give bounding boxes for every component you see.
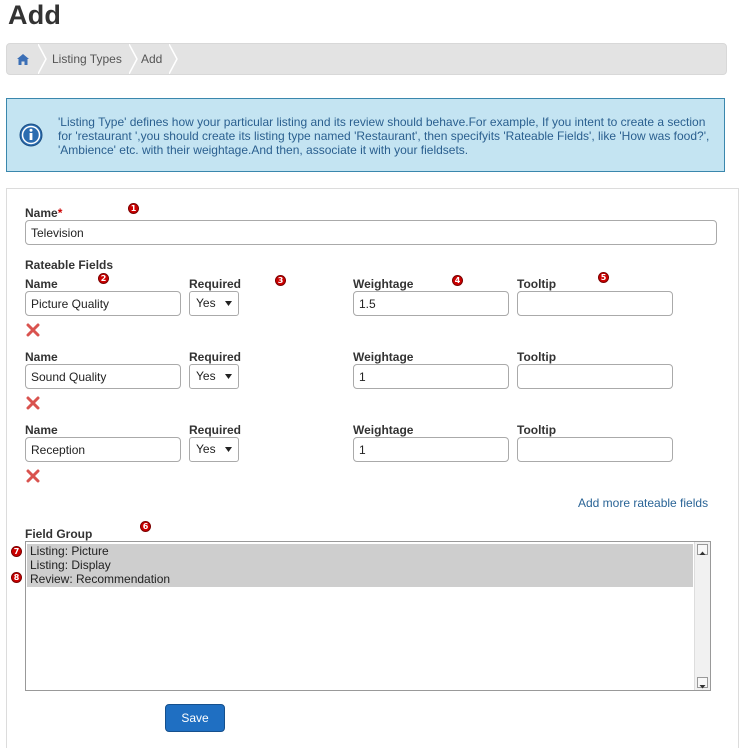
col-tooltip-label: Tooltip <box>517 423 557 437</box>
chevron-down-icon <box>698 682 707 691</box>
tooltip-input[interactable] <box>517 437 673 462</box>
col-tooltip-label: Tooltip <box>517 277 557 291</box>
weightage-input[interactable] <box>353 291 509 316</box>
field-group-option[interactable]: Listing: Picture <box>27 544 693 558</box>
chevron-down-icon <box>225 301 232 306</box>
rateable-fields-label: Rateable Fields <box>25 258 114 272</box>
breadcrumb-separator <box>169 44 179 74</box>
breadcrumb-add: Add <box>141 52 163 66</box>
rateable-name-input[interactable] <box>25 437 181 462</box>
col-weightage-label: Weightage <box>353 277 414 291</box>
required-select[interactable]: Yes <box>189 291 239 316</box>
tooltip-input[interactable] <box>517 291 673 316</box>
rateable-name-input[interactable] <box>25 364 181 389</box>
col-tooltip-label: Tooltip <box>517 350 557 364</box>
required-select[interactable]: Yes <box>189 364 239 389</box>
chevron-down-icon <box>225 447 232 452</box>
col-weightage-label: Weightage <box>353 350 414 364</box>
required-marker: * <box>57 206 63 220</box>
annotation-badge: 3 <box>275 275 286 286</box>
col-name-label: Name <box>25 277 58 291</box>
breadcrumb-separator <box>129 44 139 74</box>
listbox-scrollbar[interactable] <box>694 542 710 690</box>
delete-icon[interactable] <box>26 396 40 410</box>
scroll-up-button[interactable] <box>697 544 708 555</box>
annotation-badge: 2 <box>98 273 109 284</box>
name-input[interactable] <box>25 220 717 245</box>
breadcrumb <box>6 43 727 75</box>
col-name-label: Name <box>25 350 58 364</box>
col-required-label: Required <box>189 423 242 437</box>
tooltip-input[interactable] <box>517 364 673 389</box>
breadcrumb-home[interactable] <box>7 44 39 74</box>
annotation-badge: 1 <box>128 203 139 214</box>
annotation-badge: 5 <box>598 272 609 283</box>
chevron-up-icon <box>698 549 707 558</box>
col-required-label: Required <box>189 277 242 291</box>
breadcrumb-listing-types[interactable]: Listing Types <box>52 52 122 66</box>
col-weightage-label: Weightage <box>353 423 414 437</box>
col-required-label: Required <box>189 350 242 364</box>
save-button[interactable]: Save <box>165 704 225 732</box>
weightage-input[interactable] <box>353 364 509 389</box>
info-icon <box>19 123 43 147</box>
breadcrumb-separator <box>38 44 48 74</box>
field-group-listbox[interactable] <box>25 541 711 691</box>
field-group-option[interactable]: Listing: Display <box>27 558 693 572</box>
weightage-input[interactable] <box>353 437 509 462</box>
chevron-down-icon <box>225 374 232 379</box>
home-icon <box>17 54 29 65</box>
page-title: Add <box>8 0 62 30</box>
delete-icon[interactable] <box>26 323 40 337</box>
required-select[interactable]: Yes <box>189 437 239 462</box>
info-alert <box>6 98 725 172</box>
annotation-badge: 4 <box>452 275 463 286</box>
rateable-name-input[interactable] <box>25 291 181 316</box>
delete-icon[interactable] <box>26 469 40 483</box>
col-name-label: Name <box>25 423 58 437</box>
field-group-label: Field Group <box>25 527 93 541</box>
annotation-badge: 6 <box>140 521 151 532</box>
info-text: 'Listing Type' defines how your particular listing and its review should behave.For example, If you intent to create a section for 'restaurant ',you should create its listing type named 'Restaurant', then specifyits 'Rateable Fields', like 'How was food?', 'Ambience' etc. with their weightage.And then, associate it with your fieldsets. <box>58 115 710 157</box>
scroll-down-button[interactable] <box>697 677 708 688</box>
annotation-badge: 7 <box>11 546 22 557</box>
annotation-badge: 8 <box>11 572 22 583</box>
add-more-rateable-fields-link[interactable]: Add more rateable fields <box>578 496 709 510</box>
name-label: Name* <box>25 206 63 220</box>
field-group-option[interactable]: Review: Recommendation <box>27 572 693 587</box>
